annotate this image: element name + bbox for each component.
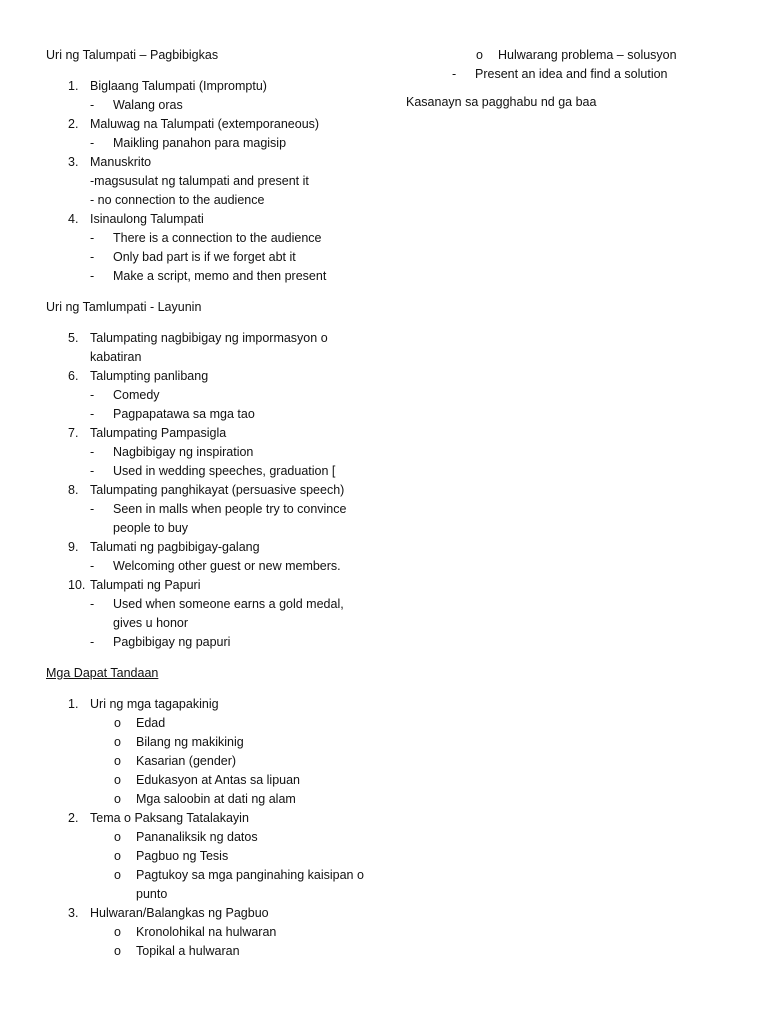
- list-item: [406, 46, 736, 65]
- bullet-item-text: Kasarian (gender): [136, 754, 237, 768]
- dash-marker: -: [90, 597, 95, 611]
- dash-item: [46, 134, 376, 153]
- dash-marker: -: [90, 407, 95, 421]
- bullet-item: [46, 790, 376, 809]
- list-number: 5.: [68, 331, 79, 345]
- list-item: [46, 210, 376, 229]
- note-line: -magsusulat ng talumpati and present it: [90, 174, 309, 188]
- dash-item: [46, 443, 376, 462]
- bullet-item: [46, 923, 376, 942]
- bullet-item: [46, 828, 376, 847]
- dash-item: [46, 557, 376, 576]
- bullet-marker: o: [114, 849, 121, 863]
- bullet-marker: o: [114, 868, 121, 882]
- list-item: [46, 695, 376, 714]
- bullet-item-text: Pananaliksik ng datos: [136, 830, 258, 844]
- dash-item-text: Pagpapatawa sa mga tao: [113, 407, 255, 421]
- dash-item: [46, 267, 376, 286]
- bullet-item: [46, 752, 376, 771]
- dash-item-text: Make a script, memo and then present: [113, 269, 327, 283]
- dash-item-text: Used in wedding speeches, graduation [: [113, 464, 336, 478]
- bullet-item: [46, 942, 376, 961]
- dash-item: [46, 386, 376, 405]
- bullet-item-text: Edad: [136, 716, 166, 730]
- dash-marker: -: [90, 98, 95, 112]
- note-line: - no connection to the audience: [90, 193, 265, 207]
- dash-item-text: Comedy: [113, 388, 160, 402]
- list-dapat-tandaan: [46, 695, 376, 961]
- left-column: [46, 46, 376, 961]
- bullet-marker: o: [476, 48, 483, 62]
- dash-marker: -: [90, 136, 95, 150]
- list-item: [46, 576, 376, 595]
- list-item-text: Manuskrito: [90, 155, 152, 169]
- kasanayan-line: Kasanayn sa pagghabu nd ga baa: [406, 95, 597, 109]
- list-item-text: Tema o Paksang Tatalakayin: [90, 811, 249, 825]
- list-item: [46, 904, 376, 923]
- bullet-marker: o: [114, 735, 121, 749]
- bullet-item-text: Bilang ng makikinig: [136, 735, 244, 749]
- dash-item: [46, 229, 376, 248]
- dash-item: [46, 500, 376, 538]
- bullet-marker: o: [114, 716, 121, 730]
- dash-marker: -: [452, 67, 457, 81]
- bullet-marker: o: [114, 830, 121, 844]
- dash-item: [46, 96, 376, 115]
- right-column: [406, 46, 736, 112]
- heading-pagbibigkas: Uri ng Talumpati – Pagbibigkas: [46, 48, 219, 62]
- list-number: 2.: [68, 117, 79, 131]
- bullet-item-text: Pagtukoy sa mga panginahing kaisipan o punto: [136, 868, 364, 901]
- list-item: [46, 367, 376, 386]
- list-item: [46, 153, 376, 172]
- list-item-text: Maluwag na Talumpati (extemporaneous): [90, 117, 320, 131]
- list-number: 3.: [68, 906, 79, 920]
- bullet-item-text: Edukasyon at Antas sa lipuan: [136, 773, 301, 787]
- bullet-item-text: Topikal a hulwaran: [136, 944, 240, 958]
- dash-item-text: Walang oras: [113, 98, 183, 112]
- list-layunin: [46, 329, 376, 652]
- bullet-item: [46, 771, 376, 790]
- dash-marker: -: [90, 502, 95, 516]
- list-item-text: Hulwaran/Balangkas ng Pagbuo: [90, 906, 269, 920]
- dash-item-text: Used when someone earns a gold medal, gives u honor: [113, 597, 344, 630]
- bullet-item-text: Mga saloobin at dati ng alam: [136, 792, 296, 806]
- bullet-item: [46, 866, 376, 904]
- dash-item: [46, 462, 376, 481]
- dash-marker: -: [90, 464, 95, 478]
- list-item-text: Talumpting panlibang: [90, 369, 209, 383]
- bullet-item-text: Kronolohikal na hulwaran: [136, 925, 277, 939]
- list-number: 9.: [68, 540, 79, 554]
- list-item-text: Talumpating panghikayat (persuasive speech): [90, 483, 345, 497]
- dash-item-text: Maikling panahon para magisip: [113, 136, 287, 150]
- dash-marker: -: [90, 388, 95, 402]
- dash-marker: -: [90, 635, 95, 649]
- heading-layunin: Uri ng Tamlumpati - Layunin: [46, 300, 202, 314]
- list-item: [46, 538, 376, 557]
- dash-item-text: Nagbibigay ng inspiration: [113, 445, 254, 459]
- dash-item-text: Only bad part is if we forget abt it: [113, 250, 296, 264]
- list-number: 2.: [68, 811, 79, 825]
- dash-marker: -: [90, 231, 95, 245]
- list-item: [46, 115, 376, 134]
- list-item-text: Talumpating Pampasigla: [90, 426, 227, 440]
- list-number: 6.: [68, 369, 79, 383]
- list-number: 7.: [68, 426, 79, 440]
- dash-marker: -: [90, 269, 95, 283]
- list-item-text: Talumpati ng Papuri: [90, 578, 201, 592]
- dash-item-text: Seen in malls when people try to convince people to buy: [113, 502, 347, 535]
- list-number: 1.: [68, 79, 79, 93]
- bullet-item-text: Pagbuo ng Tesis: [136, 849, 229, 863]
- list-item-text: Talumati ng pagbibigay-galang: [90, 540, 260, 554]
- list-item: [46, 329, 376, 367]
- dash-item: [46, 595, 376, 633]
- list-number: 3.: [68, 155, 79, 169]
- heading-dapat-tandaan: Mga Dapat Tandaan: [46, 666, 159, 680]
- dash-marker: -: [90, 250, 95, 264]
- list-number: 4.: [68, 212, 79, 226]
- bullet-item: [46, 847, 376, 866]
- dash-item-text: Pagbibigay ng papuri: [113, 635, 231, 649]
- list-item-text: Isinaulong Talumpati: [90, 212, 204, 226]
- list-number: 10.: [68, 578, 86, 592]
- bullet-item: [46, 733, 376, 752]
- bullet-marker: o: [114, 754, 121, 768]
- list-item: [46, 77, 376, 96]
- list-item: [46, 809, 376, 828]
- list-item: [46, 481, 376, 500]
- list-number: 1.: [68, 697, 79, 711]
- dash-item: [46, 405, 376, 424]
- bullet-marker: o: [114, 792, 121, 806]
- dash-marker: -: [90, 445, 95, 459]
- list-item-text: Uri ng mga tagapakinig: [90, 697, 219, 711]
- dash-marker: -: [90, 559, 95, 573]
- list-item-text: Talumpating nagbibigay ng impormasyon o kabatiran: [90, 331, 328, 364]
- dash-item-text: There is a connection to the audience: [113, 231, 322, 245]
- list-item-text: Biglaang Talumpati (Impromptu): [90, 79, 267, 93]
- bullet-marker: o: [114, 925, 121, 939]
- dash-item: [46, 248, 376, 267]
- dash-text: Present an idea and find a solution: [475, 67, 668, 81]
- bullet-item: [46, 714, 376, 733]
- list-number: 8.: [68, 483, 79, 497]
- list-pagbibigkas: [46, 77, 376, 286]
- dash-item-text: Welcoming other guest or new members.: [113, 559, 341, 573]
- bullet-marker: o: [114, 773, 121, 787]
- bullet-text: Hulwarang problema – solusyon: [498, 48, 677, 62]
- list-item: [46, 424, 376, 443]
- bullet-marker: o: [114, 944, 121, 958]
- list-item: [406, 65, 736, 84]
- dash-item: [46, 633, 376, 652]
